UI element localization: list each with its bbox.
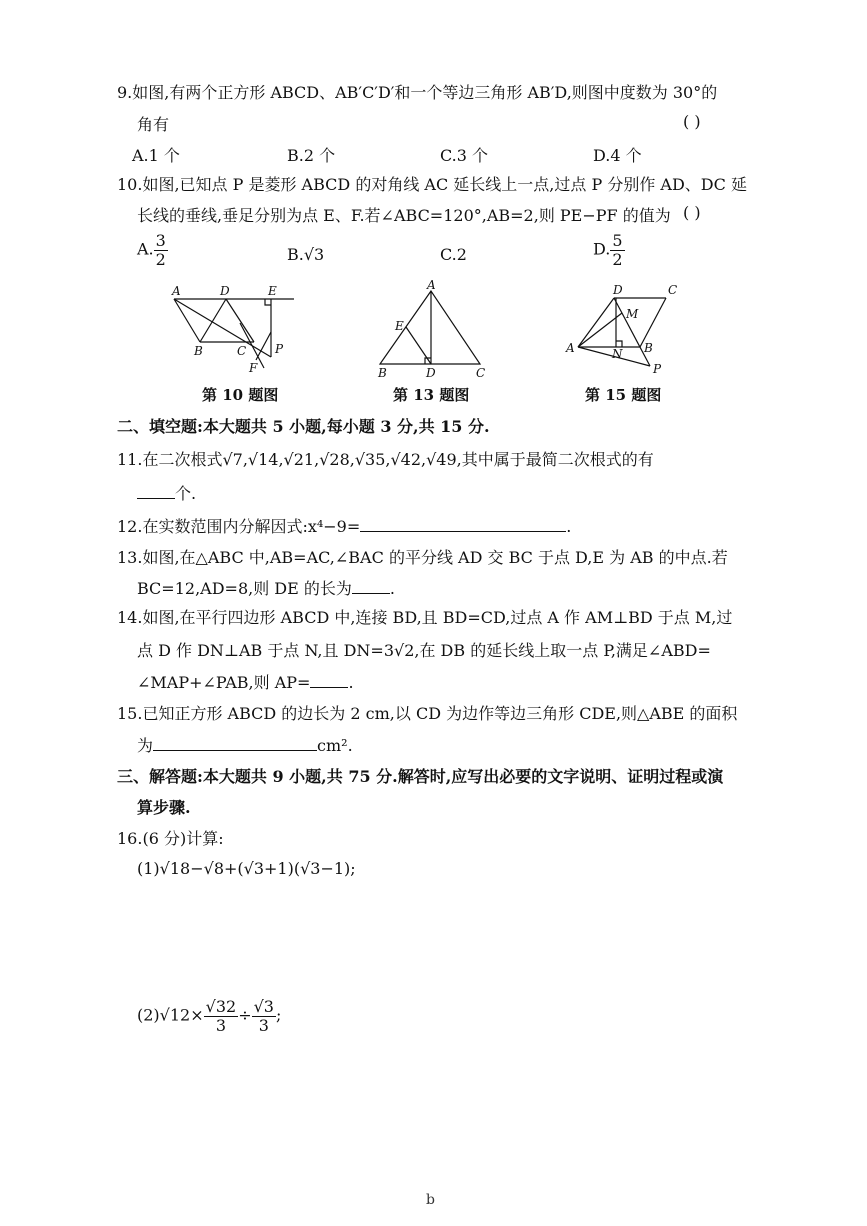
q14-line2: 点 D 作 DN⊥AB 于点 N,且 DN=3√2,在 DB 的延长线上取一点 P,满足∠ABD= (137, 641, 711, 660)
fig10-label-c: C (237, 344, 247, 358)
q9-option-b: B.2 个 (287, 146, 336, 165)
q15-line1: 15.已知正方形 ABCD 的边长为 2 cm,以 CD 为边作等边三角形 CDE,则△ABE 的面积 (117, 704, 738, 723)
fig15-label-a: A (566, 341, 575, 355)
q11-line1: 11.在二次根式√7,√14,√21,√28,√35,√42,√49,其中属于最简二次根式的有 (117, 450, 654, 469)
fig10-label-d: D (220, 284, 230, 298)
fig13-label-c: C (476, 366, 486, 380)
q9-option-c: C.3 个 (440, 146, 489, 165)
q13-blank[interactable] (352, 579, 390, 594)
q16-part1: (1)√18−√8+(√3+1)(√3−1); (137, 859, 356, 878)
figure-q10 (160, 280, 310, 380)
fig15-label-m: M (626, 307, 639, 321)
page-mark: b (426, 1192, 435, 1208)
q9-line1: 9.如图,有两个正方形 ABCD、AB′C′D′和一个等边三角形 AB′D,则图中度数为 30°的 (117, 83, 718, 102)
fig15-label-b: B (644, 341, 653, 355)
figure-q15 (560, 280, 700, 380)
fig13-label-b: B (378, 366, 387, 380)
q11-blank[interactable] (137, 484, 175, 499)
fig13-label-d: D (426, 366, 436, 380)
q13-line2: BC=12,AD=8,则 DE 的长为 . (137, 579, 395, 598)
q11-line2: 个. (137, 481, 196, 504)
q10-line2: 长线的垂线,垂足分别为点 E、F.若∠ABC=120°,AB=2,则 PE−PF 的值为 (137, 206, 671, 225)
q15-line2: 为 cm². (137, 736, 353, 755)
fig10-label-p: P (275, 342, 284, 356)
q14-line1: 14.如图,在平行四边形 ABCD 中,连接 BD,且 BD=CD,过点 A 作 AM⊥BD 于点 M,过 (117, 608, 733, 627)
fig10-label-b: B (194, 344, 203, 358)
fig10-caption: 第 10 题图 (202, 386, 279, 404)
q12-blank[interactable] (360, 517, 566, 532)
fig10-label-a: A (172, 284, 181, 298)
q10-line1: 10.如图,已知点 P 是菱形 ABCD 的对角线 AC 延长线上一点,过点 P 分别作 AD、DC 延 (117, 175, 747, 194)
fig15-label-c: C (668, 283, 678, 297)
q13-line1: 13.如图,在△ABC 中,AB=AC,∠BAC 的平分线 AD 交 BC 于点 D,E 为 AB 的中点.若 (117, 548, 728, 567)
fig15-label-p: P (653, 362, 662, 376)
q16-title: 16.(6 分)计算: (117, 829, 224, 848)
fig15-label-n: N (612, 347, 623, 361)
q10-answer-paren: ( ) (683, 203, 701, 222)
fig10-label-e: E (268, 284, 277, 298)
section2-heading: 二、填空题:本大题共 5 小题,每小题 3 分,共 15 分. (117, 417, 490, 436)
q9-answer-paren: ( ) (683, 112, 701, 131)
fig13-caption: 第 13 题图 (393, 386, 470, 404)
q10-option-d: D. $\frac{5}{2}$ (593, 231, 623, 269)
fig15-label-d: D (613, 283, 623, 297)
q9-line2: 角有 (137, 115, 170, 134)
q14-line3: ∠MAP+∠PAB,则 AP= . (137, 673, 354, 692)
fig15-caption: 第 15 题图 (585, 386, 662, 404)
q16-part2: (2)√12× $\frac{√32}{3}$ ÷ $\frac{√3}{3}$ ; (137, 997, 282, 1035)
section3-heading-line1: 三、解答题:本大题共 9 小题,共 75 分.解答时,应写出必要的文字说明、证明过程或演 (117, 767, 724, 786)
q10-option-c: C.2 (440, 245, 467, 264)
fig10-label-f: F (249, 361, 258, 375)
q10-option-a: A. $\frac{3}{2}$ (137, 231, 166, 269)
figure-q13 (370, 280, 490, 380)
q14-blank[interactable] (310, 673, 348, 688)
q12-line: 12.在实数范围内分解因式:x⁴−9= . (117, 517, 572, 536)
q10-option-b: B.√3 (287, 245, 325, 264)
fig13-label-e: E (395, 319, 404, 333)
q9-option-d: D.4 个 (593, 146, 642, 165)
q9-option-a: A.1 个 (132, 146, 180, 165)
section3-heading-line2: 算步骤. (137, 798, 191, 817)
q15-blank[interactable] (153, 736, 317, 751)
fig13-label-a: A (427, 280, 436, 292)
